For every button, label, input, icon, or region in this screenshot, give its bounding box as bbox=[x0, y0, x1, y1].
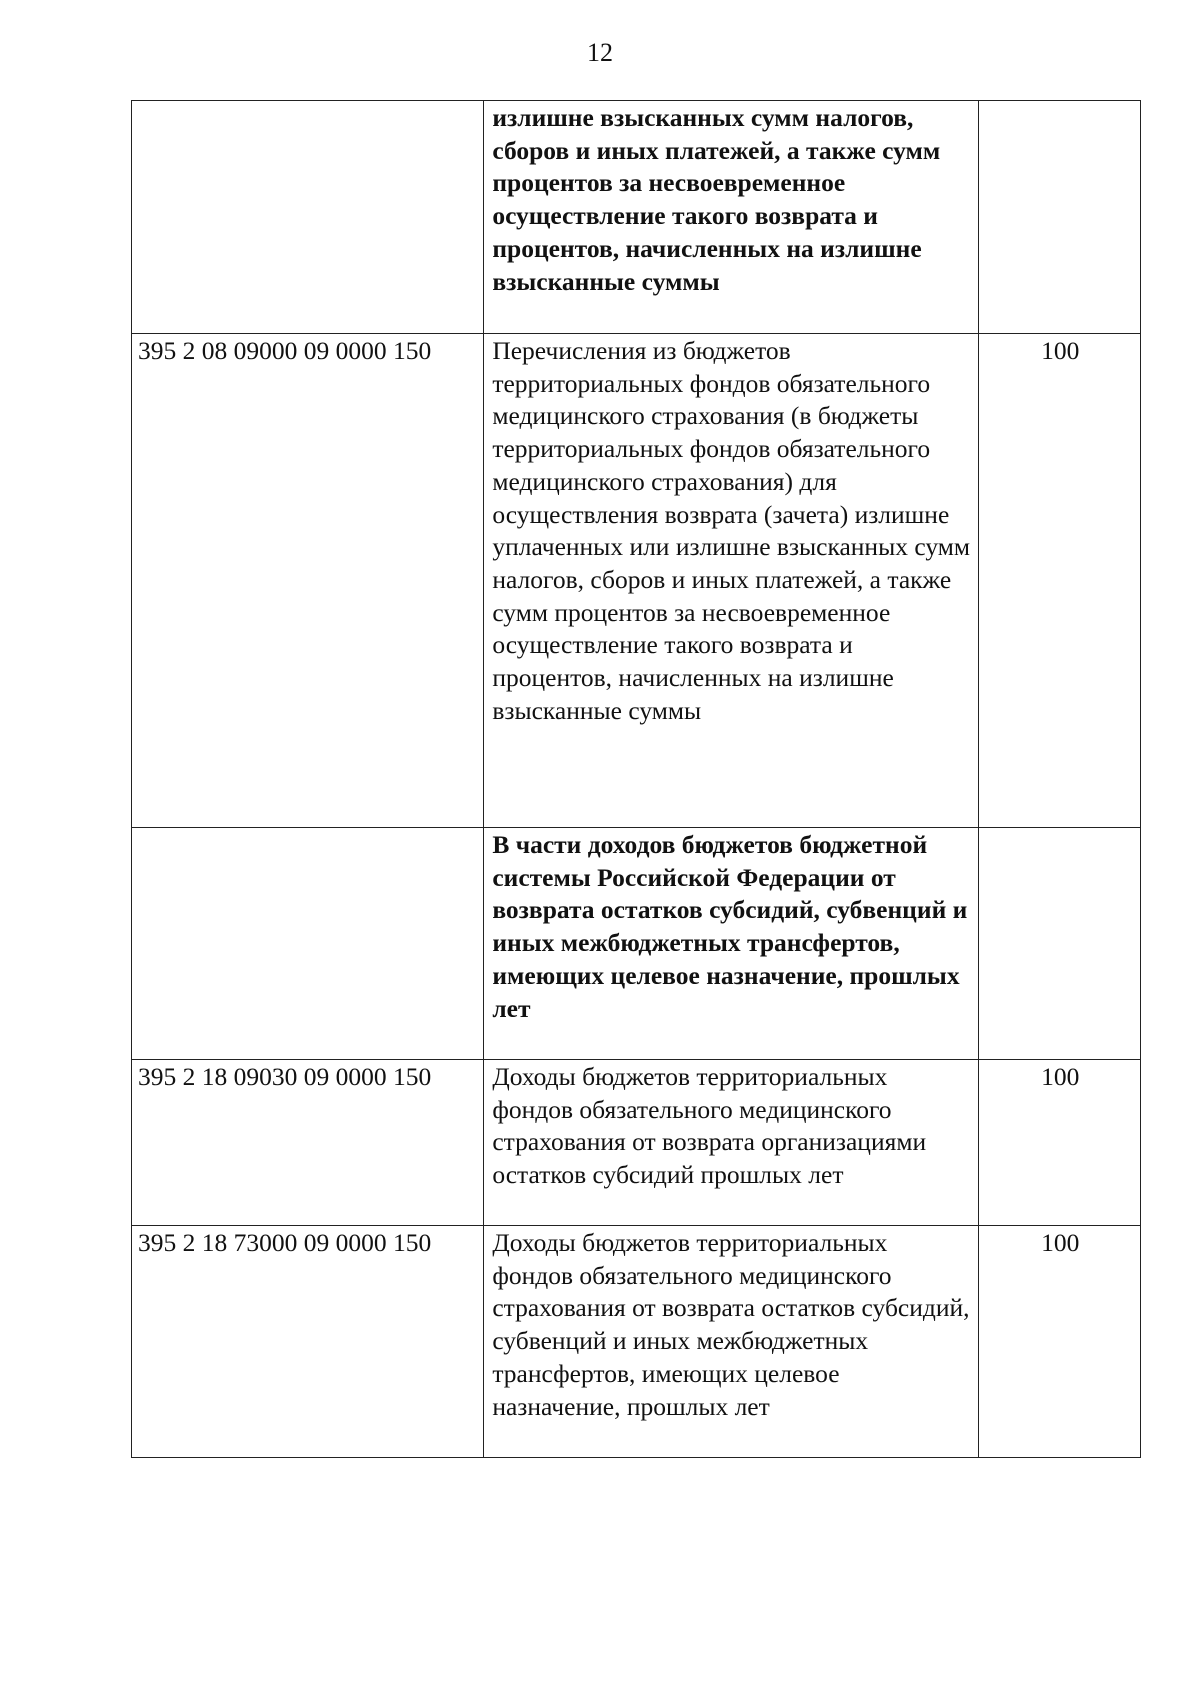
norm-percent-cell: 100 bbox=[978, 334, 1140, 828]
norm-percent-cell: 100 bbox=[978, 1226, 1140, 1458]
table-row bbox=[132, 1226, 1141, 1458]
budget-code-cell bbox=[132, 828, 484, 1060]
table-row bbox=[132, 828, 1141, 1060]
revenue-name-cell: Доходы бюджетов территориальных фондов обязательного медицинского страхования от возврата остатков субсидий, субвенций и иных межбюджетных трансфертов, имеющих целевое назначение, прошлых лет bbox=[484, 1226, 978, 1458]
page-number: 12 bbox=[587, 38, 613, 67]
revenue-name-cell: Доходы бюджетов территориальных фондов обязательного медицинского страхования от возврата организациями остатков субсидий прошлых лет bbox=[484, 1060, 978, 1226]
norm-percent-cell bbox=[978, 828, 1140, 1060]
table-row bbox=[132, 1060, 1141, 1226]
section-heading-cell: В части доходов бюджетов бюджетной системы Российской Федерации от возврата остатков субсидий, субвенций и иных межбюджетных трансфертов, имеющих целевое назначение, прошлых лет bbox=[484, 828, 978, 1060]
table-row bbox=[132, 101, 1141, 334]
budget-code-cell: 395 2 18 09030 09 0000 150 bbox=[132, 1060, 484, 1226]
revenue-name-cell: Перечисления из бюджетов территориальных фондов обязательного медицинского страхования (в бюджеты территориальных фондов обязательного медицинского страхования) для осуществления возврата (зачета) излишне уплаченных или излишне взысканных сумм налогов, сборов и иных платежей, а также сумм процентов за несвоевременное осуществление такого возврата и процентов, начисленных на излишне взысканные суммы bbox=[484, 334, 978, 828]
norm-percent-cell bbox=[978, 101, 1140, 334]
table-row bbox=[132, 334, 1141, 828]
budget-code-cell bbox=[132, 101, 484, 334]
budget-code-cell: 395 2 08 09000 09 0000 150 bbox=[132, 334, 484, 828]
norm-percent-cell: 100 bbox=[978, 1060, 1140, 1226]
revenue-table bbox=[131, 100, 1141, 1458]
budget-code-cell: 395 2 18 73000 09 0000 150 bbox=[132, 1226, 484, 1458]
revenue-name-cell: излишне взысканных сумм налогов, сборов и иных платежей, а также сумм процентов за несвоевременное осуществление такого возврата и процентов, начисленных на излишне взысканные суммы bbox=[484, 101, 978, 334]
